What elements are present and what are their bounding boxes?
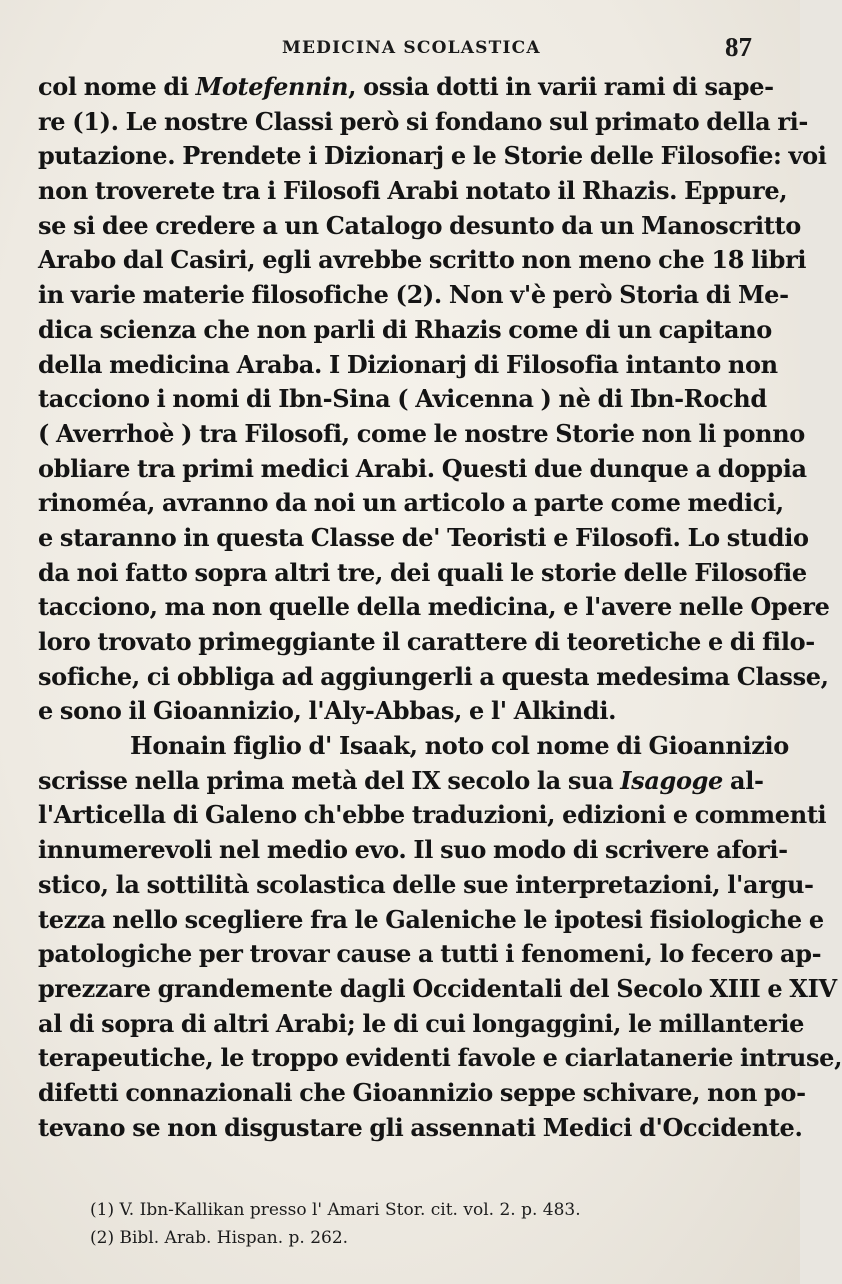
text-line: col nome di Motefennin, ossia dotti in varii rami di sape-: [38, 72, 774, 101]
text-line: prezzare grandemente dagli Occidentali del Secolo XIII e XIV: [38, 973, 837, 1003]
footnotes: [90, 1196, 730, 1252]
text-line: al di sopra di altri Arabi; le di cui longaggini, le millanterie: [38, 1008, 805, 1038]
running-head: [0, 32, 800, 62]
text-line: innumerevoli nel medio evo. Il suo modo di scrivere afori-: [38, 835, 788, 865]
text-line: scrisse nella prima metà del IX secolo la sua Isagoge al-: [38, 765, 764, 795]
text-line: l'Articella di Galeno ch'ebbe traduzioni, edizioni e commenti: [38, 800, 827, 830]
text-line: loro trovato primeggiante il carattere di teoretiche e di filo-: [38, 627, 815, 656]
body-text: [38, 70, 842, 1145]
text-line: dica scienza che non parli di Rhazis come di un capitano: [38, 314, 772, 344]
text-line: della medicina Araba. I Dizionarj di Filosofia intanto non: [38, 349, 778, 379]
text-line: se si dee credere a un Catalogo desunto da un Manoscritto: [38, 210, 801, 240]
text-line: patologiche per trovar cause a tutti i fenomeni, lo fecero ap-: [38, 939, 822, 969]
text-line: difetti connazionali che Gioannizio seppe schivare, non po-: [38, 1077, 806, 1107]
text-line: putazione. Prendete i Dizionarj e le Storie delle Filosofie: voi: [38, 141, 827, 171]
paragraph-start-line: Honain figlio d' Isaak, noto col nome di Gioannizio: [130, 731, 789, 761]
paragraph-end-line: tevano se non disgustare gli assennati Medici d'Occidente.: [38, 1112, 803, 1142]
text-line: terapeutiche, le troppo evidenti favole e ciarlatanerie intruse,: [38, 1043, 842, 1073]
text-line: tezza nello scegliere fra le Galeniche le ipotesi fisiologiche e: [38, 904, 824, 934]
text-line: da noi fatto sopra altri tre, dei quali le storie delle Filosofie: [38, 557, 807, 587]
text-line: obliare tra primi medici Arabi. Questi due dunque a doppia: [38, 453, 807, 483]
text-line: re (1). Le nostre Classi però si fondano sul primato della ri-: [38, 106, 809, 136]
text-line: Arabo dal Casiri, egli avrebbe scritto non meno che 18 libri: [38, 245, 807, 275]
text-line: sofiche, ci obbliga ad aggiungerli a questa medesima Classe,: [38, 661, 829, 691]
text-line: tacciono, ma non quelle della medicina, e l'avere nelle Opere: [38, 592, 830, 622]
footnote-1: (1) V. Ibn-Kallikan presso l' Amari Stor. cit. vol. 2. p. 483.: [90, 1200, 581, 1220]
text-line: in varie materie filosofiche (2). Non v'è però Storia di Me-: [38, 280, 789, 310]
text-line: tacciono i nomi di Ibn-Sina ( Avicenna ) nè di Ibn-Rochd: [38, 384, 767, 414]
page-number: 87: [725, 32, 752, 62]
text-line: non troverete tra i Filosofi Arabi notato il Rhazis. Eppure,: [38, 176, 788, 206]
running-title: MEDICINA SCOLASTICA: [282, 38, 541, 58]
footnote-2: (2) Bibl. Arab. Hispan. p. 262.: [90, 1228, 349, 1248]
paragraph-end-line: e sono il Gioannizio, l'Aly-Abbas, e l' Alkindi.: [38, 696, 617, 726]
text-line: rinoméa, avranno da noi un articolo a parte come medici,: [38, 488, 784, 518]
text-line: stico, la sottilità scolastica delle sue interpretazioni, l'argu-: [38, 869, 814, 899]
text-line: e staranno in questa Classe de' Teoristi e Filosofi. Lo studio: [38, 522, 809, 552]
text-line: ( Averrhoè ) tra Filosofi, come le nostre Storie non li ponno: [38, 418, 805, 448]
